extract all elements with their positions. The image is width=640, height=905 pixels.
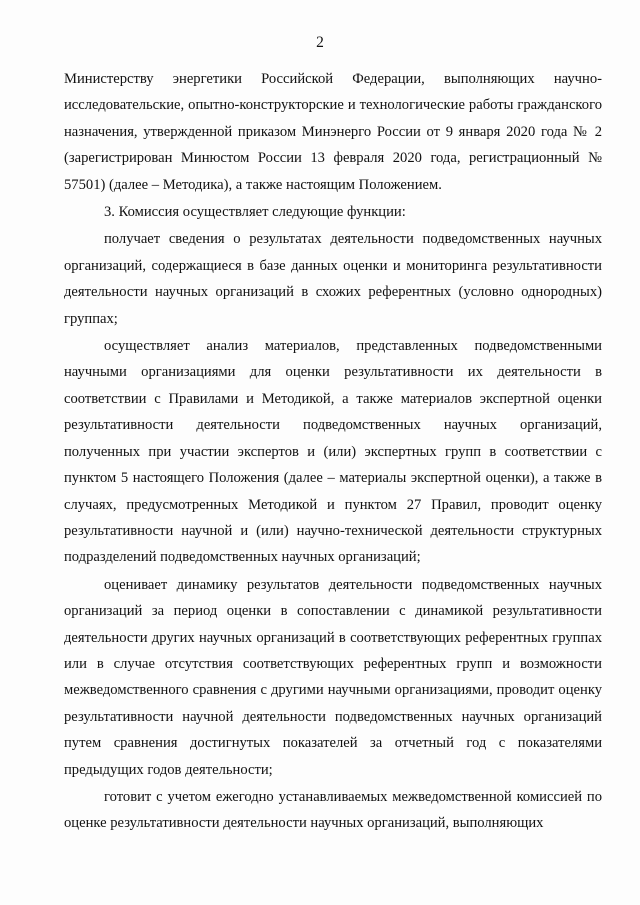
paragraph-section-3-heading: 3. Комиссия осуществляет следующие функции: xyxy=(104,204,406,221)
paragraph-function-receives: получает сведения о результатах деятельности подведомственных научных организаций, содержащиеся в базе данных оценки и мониторинга результативности деятельности научных организаций в схожих референтных (условно однородных) группах; xyxy=(64,231,602,327)
paragraph-function-evaluates: оценивает динамику результатов деятельности подведомственных научных организаций за период оценки в сопоставлении с динамикой результативности деятельности других научных организаций в соответствующих референтных группах или в случае отсутствия соответствующих референтных групп и возможности межведомственного сравнения с другими научными организациями, проводит оценку результативности научной деятельности подведомственных научных организаций путем сравнения достигнутых показателей за отчетный год с показателями предыдущих годов деятельности; xyxy=(64,576,602,778)
page-number: 2 xyxy=(316,34,324,51)
paragraph-function-prepares: готовит с учетом ежегодно устанавливаемых межведомственной комиссией по оценке результативности деятельности научных организаций, выполняющих xyxy=(64,788,602,832)
paragraph-continuation: Министерству энергетики Российской Федерации, выполняющих научно-исследовательские, опытно-конструкторские и технологические работы гражданского назначения, утвержденной приказом Минэнерго России от 9 января 2020 года № 2 (зарегистрирован Минюстом России 13 февраля 2020 года, регистрационный № 57501) (далее – Методика), а также настоящим Положением. xyxy=(64,71,602,193)
document-body xyxy=(64,66,602,837)
paragraph-function-analyzes: осуществляет анализ материалов, представленных подведомственными научными организациями для оценки результативности их деятельности в соответствии с Правилами и Методикой, а также материалов экспертной оценки результативности деятельности подведомственных научных организаций, полученных при участии экспертов и (или) экспертных групп в соответствии с пунктом 5 настоящего Положения (далее – материалы экспертной оценки), а также в случаях, предусмотренных Методикой и пунктом 27 Правил, проводит оценку результативности научной и (или) научно-технической деятельности структурных подразделений подведомственных научных организаций; xyxy=(64,338,602,566)
